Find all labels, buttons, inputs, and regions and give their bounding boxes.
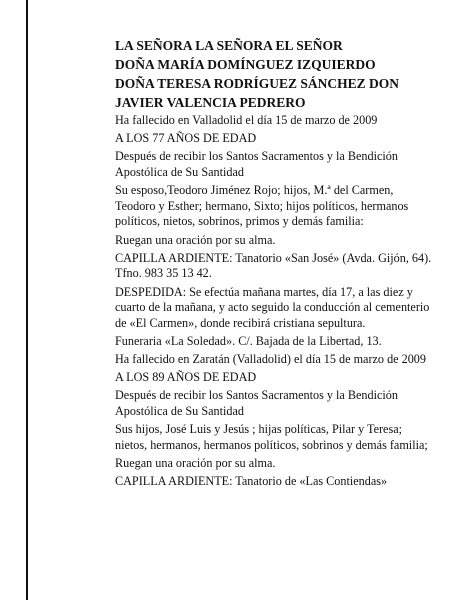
sacraments-line-2: Después de recibir los Santos Sacramentos y la Bendición Apostólica de Su Santidad	[115, 388, 398, 419]
heading-line-4: JAVIER VALENCIA PEDRERO	[115, 95, 306, 110]
age-line-1: A LOS 77 AÑOS DE EDAD	[115, 131, 257, 146]
obituary-notice	[115, 37, 435, 492]
funeral-home-info: Funeraria «La Soledad». C/. Bajada de la Libertad, 13.	[115, 333, 382, 348]
age-line-2: A LOS 89 AÑOS DE EDAD	[115, 370, 257, 385]
prayer-request-1: Ruegan una oración por su alma.	[115, 232, 276, 247]
family-list-1: Su esposo,Teodoro Jiménez Rojo; hijos, M.ª del Carmen, Teodoro y Esther; hermano, Sixto; hijos políticos, hermanos políticos, nietos, sobrinos, primos y demás familia:	[115, 183, 409, 229]
sacraments-line-1: Después de recibir los Santos Sacramentos y la Bendición Apostólica de Su Santidad	[115, 149, 398, 179]
heading-line-3: DOÑA TERESA RODRÍGUEZ SÁNCHEZ DON	[115, 76, 400, 91]
left-border-rule	[26, 0, 28, 600]
death-place-date-2: Ha fallecido en Zaratán (Valladolid) el día 15 de marzo de 2009	[115, 352, 426, 367]
heading-line-1: LA SEÑORA LA SEÑORA EL SEÑOR	[115, 38, 343, 53]
family-list-2: Sus hijos, José Luis y Jesús ; hijas políticas, Pilar y Teresa; nietos, hermanos, hermanos políticos, sobrinos y demás familia;	[115, 422, 428, 452]
death-place-date-1: Ha fallecido en Valladolid el día 15 de marzo de 2009	[115, 113, 378, 127]
prayer-request-2: Ruegan una oración por su alma.	[115, 456, 276, 470]
chapel-info-2: CAPILLA ARDIENTE: Tanatorio de «Las Contiendas»	[115, 474, 388, 489]
chapel-info-1: CAPILLA ARDIENTE: Tanatorio «San José» (Avda. Gijón, 64). Tfno. 983 35 13 42.	[115, 250, 432, 281]
heading-line-2: DOÑA MARÍA DOMÍNGUEZ IZQUIERDO	[115, 57, 376, 72]
farewell-info: DESPEDIDA: Se efectúa mañana martes, día 17, a las diez y cuarto de la mañana, y acto seguido la conducción al cementerio de «El Carmen», donde recibirá cristiana sepultura.	[115, 284, 430, 330]
